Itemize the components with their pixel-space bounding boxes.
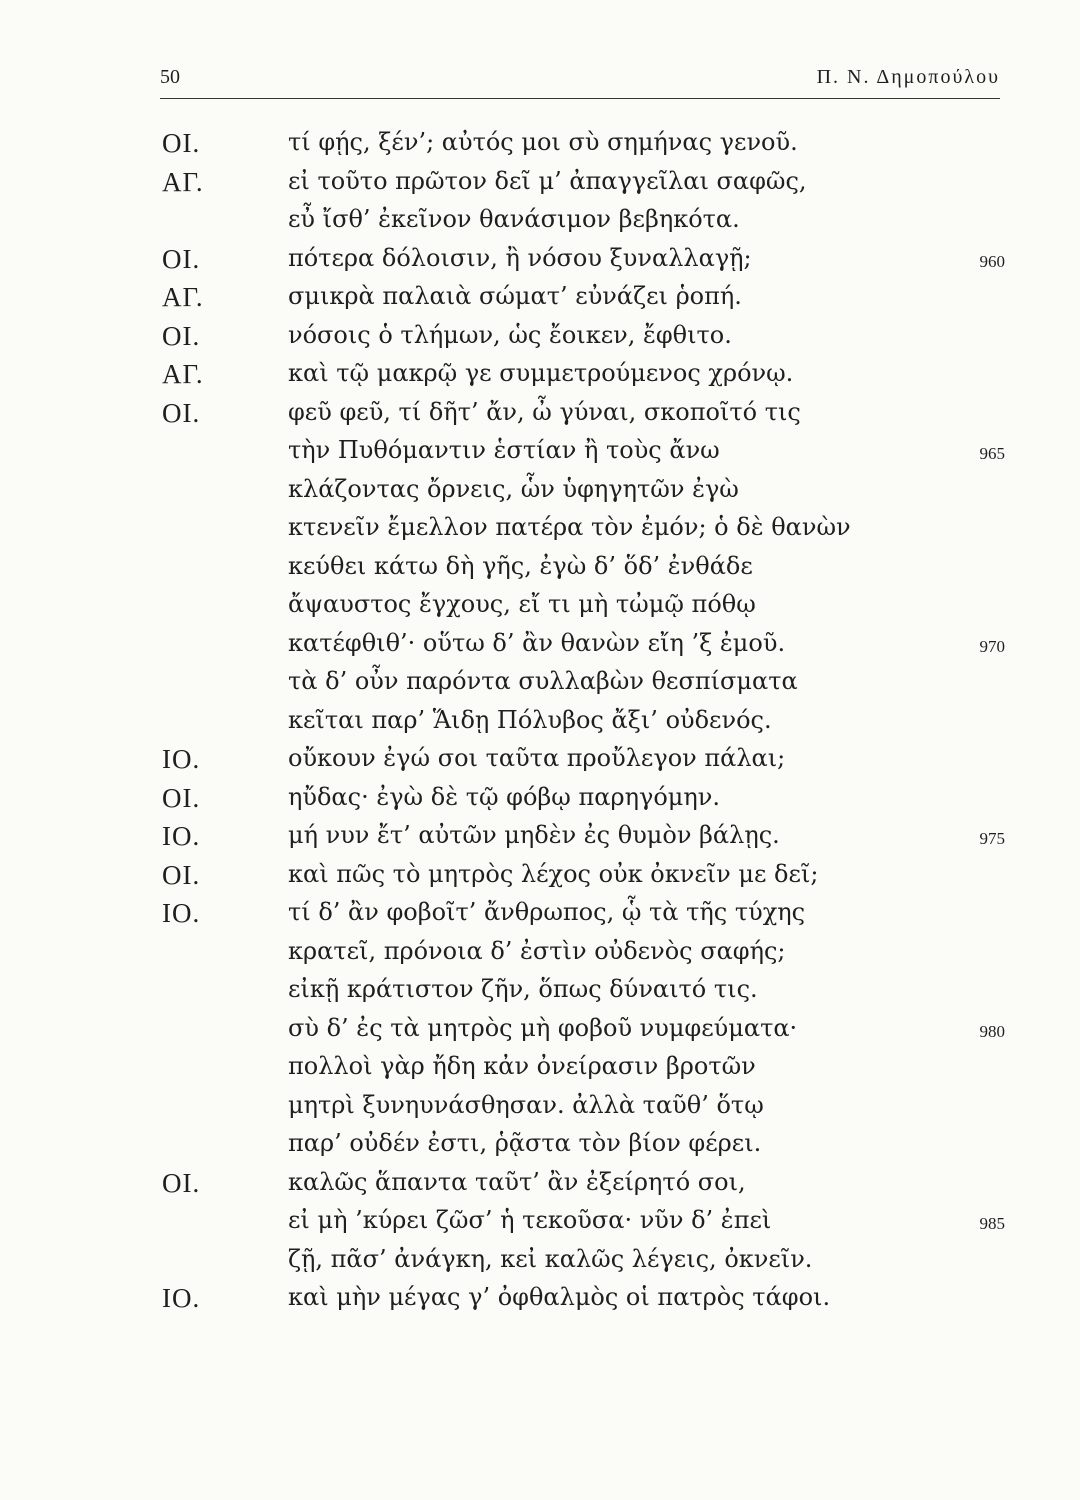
header-rule	[160, 98, 1000, 99]
verse-line	[0, 975, 1080, 1014]
speaker-label: ΟΙ.	[162, 397, 201, 428]
verse-line	[0, 128, 1080, 167]
page-header	[160, 62, 1000, 96]
verse-text: τί δ’ ἂν φοβοῖτ’ ἄνθρωπος, ᾧ τὰ τῆς τύχης	[288, 898, 806, 926]
line-number: 970	[979, 636, 1005, 656]
verse-text: κλάζοντας ὄρνεις, ὧν ὑφηγητῶν ἐγὼ	[288, 474, 739, 503]
verse-text: κατέφθιθ’· οὕτω δ’ ἂν θανὼν εἴη ’ξ ἐμοῦ.	[288, 628, 786, 657]
verse-text: μητρὶ ξυνηυνάσθησαν. ἀλλὰ ταῦθ’ ὅτῳ	[288, 1090, 764, 1119]
verse-text: κεῖται παρ’ Ἅιδῃ Πόλυβος ἄξι’ οὐδενός.	[288, 705, 772, 734]
verse-line	[0, 436, 1080, 475]
verse-line	[0, 1052, 1080, 1091]
verse-text: ηὔδας· ἐγὼ δὲ τῷ φόβῳ παρηγόμην.	[288, 782, 720, 811]
verse-text: φεῦ φεῦ, τί δῆτ’ ἄν, ὦ γύναι, σκοποῖτό τις	[288, 397, 801, 426]
speaker-label: ΙΟ.	[162, 821, 201, 851]
verse-line	[0, 1129, 1080, 1168]
verse-text: τὴν Πυθόμαντιν ἑστίαν ἢ τοὺς ἄνω	[288, 436, 720, 464]
verse-line	[0, 321, 1080, 360]
verse-line	[0, 590, 1080, 629]
line-number: 980	[979, 1021, 1005, 1041]
verse-text: τί φῄς, ξέν’; αὐτός μοι σὺ σημήνας γενοῦ.	[288, 128, 798, 156]
running-head: Π. Ν. Δημοπούλου	[816, 66, 1000, 88]
verse-line	[0, 744, 1080, 783]
verse-line	[0, 783, 1080, 822]
verse-text: τὰ δ’ οὖν παρόντα συλλαβὼν θεσπίσματα	[288, 667, 798, 695]
line-number: 960	[979, 251, 1005, 271]
verse-text: εἰ μὴ ’κύρει ζῶσ’ ἡ τεκοῦσα· νῦν δ’ ἐπεὶ	[288, 1206, 772, 1234]
verse-line	[0, 552, 1080, 591]
verse-text: εἰ τοῦτο πρῶτον δεῖ μ’ ἀπαγγεῖλαι σαφῶς,	[288, 166, 807, 195]
verse-line	[0, 282, 1080, 321]
verse-line	[0, 1283, 1080, 1322]
verse-text: νόσοις ὁ τλήμων, ὡς ἔοικεν, ἔφθιτο.	[288, 320, 732, 349]
verse-line	[0, 359, 1080, 398]
verse-line	[0, 398, 1080, 437]
verse-text: κρατεῖ, πρόνοια δ’ ἐστὶν οὐδενὸς σαφής;	[288, 936, 786, 965]
speaker-label: ΑΓ.	[162, 166, 204, 197]
speaker-label: ΟΙ.	[162, 128, 201, 158]
verse-line	[0, 937, 1080, 976]
verse-line	[0, 205, 1080, 244]
verse-line	[0, 513, 1080, 552]
verse-line	[0, 475, 1080, 514]
verse-text: ἄψαυστος ἔγχους, εἴ τι μὴ τὠμῷ πόθῳ	[288, 590, 756, 618]
verse-line	[0, 1206, 1080, 1245]
line-number: 985	[979, 1214, 1005, 1233]
verse-text: εὖ ἴσθ’ ἐκεῖνον θανάσιμον βεβηκότα.	[288, 205, 740, 233]
speaker-label: ΟΙ.	[162, 320, 201, 351]
speaker-label: ΙΟ.	[162, 744, 201, 774]
line-number: 965	[979, 444, 1005, 463]
verse-text: ζῇ, πᾶσ’ ἀνάγκη, κεἰ καλῶς λέγεις, ὀκνεῖν.	[288, 1244, 813, 1273]
verse-text: παρ’ οὐδέν ἐστι, ῥᾷστα τὸν βίον φέρει.	[288, 1129, 762, 1157]
verse-lines	[0, 128, 1080, 1322]
verse-line	[0, 1245, 1080, 1284]
speaker-label: ΟΙ.	[162, 243, 201, 274]
verse-text: εἰκῇ κράτιστον ζῆν, ὅπως δύναιτό τις.	[288, 975, 758, 1003]
verse-text: κτενεῖν ἔμελλον πατέρα τὸν ἐμόν; ὁ δὲ θανὼν	[288, 513, 851, 541]
verse-line	[0, 167, 1080, 206]
verse-text: πολλοὶ γὰρ ἤδη κἀν ὀνείρασιν βροτῶν	[288, 1052, 756, 1080]
speaker-label: ΑΓ.	[162, 359, 204, 389]
verse-line	[0, 667, 1080, 706]
verse-text: σὺ δ’ ἐς τὰ μητρὸς μὴ φοβοῦ νυμφεύματα·	[288, 1013, 798, 1042]
verse-line	[0, 860, 1080, 899]
page-number: 50	[160, 66, 180, 88]
verse-line	[0, 1168, 1080, 1207]
verse-text: μή νυν ἔτ’ αὐτῶν μηδὲν ἐς θυμὸν βάλῃς.	[288, 821, 780, 849]
speaker-label: ΟΙ.	[162, 1167, 201, 1198]
speaker-label: ΟΙ.	[162, 782, 201, 813]
verse-text: καὶ τῷ μακρῷ γε συμμετρούμενος χρόνῳ.	[288, 359, 794, 387]
verse-line	[0, 629, 1080, 668]
verse-line	[0, 821, 1080, 860]
verse-text: καλῶς ἅπαντα ταῦτ’ ἂν ἐξείρητό σοι,	[288, 1167, 746, 1196]
verse-text: καὶ πῶς τὸ μητρὸς λέχος οὐκ ὀκνεῖν με δεῖ;	[288, 859, 819, 888]
speaker-label: ΟΙ.	[162, 859, 201, 890]
verse-line	[0, 1091, 1080, 1130]
verse-line	[0, 1014, 1080, 1053]
verse-line	[0, 706, 1080, 745]
verse-text: κεύθει κάτω δὴ γῆς, ἐγὼ δ’ ὅδ’ ἐνθάδε	[288, 551, 753, 580]
verse-text: οὔκουν ἐγώ σοι ταῦτα προὔλεγον πάλαι;	[288, 744, 786, 772]
speaker-label: ΙΟ.	[162, 1283, 201, 1313]
verse-line	[0, 244, 1080, 283]
verse-text: πότερα δόλοισιν, ἢ νόσου ξυναλλαγῇ;	[288, 243, 752, 272]
verse-text: καὶ μὴν μέγας γ’ ὀφθαλμὸς οἱ πατρὸς τάφοι.	[288, 1283, 831, 1311]
verse-text: σμικρὰ παλαιὰ σώματ’ εὐνάζει ῥοπή.	[288, 282, 742, 310]
verse-line	[0, 898, 1080, 937]
speaker-label: ΙΟ.	[162, 898, 201, 928]
speaker-label: ΑΓ.	[162, 282, 204, 312]
line-number: 975	[979, 829, 1005, 848]
